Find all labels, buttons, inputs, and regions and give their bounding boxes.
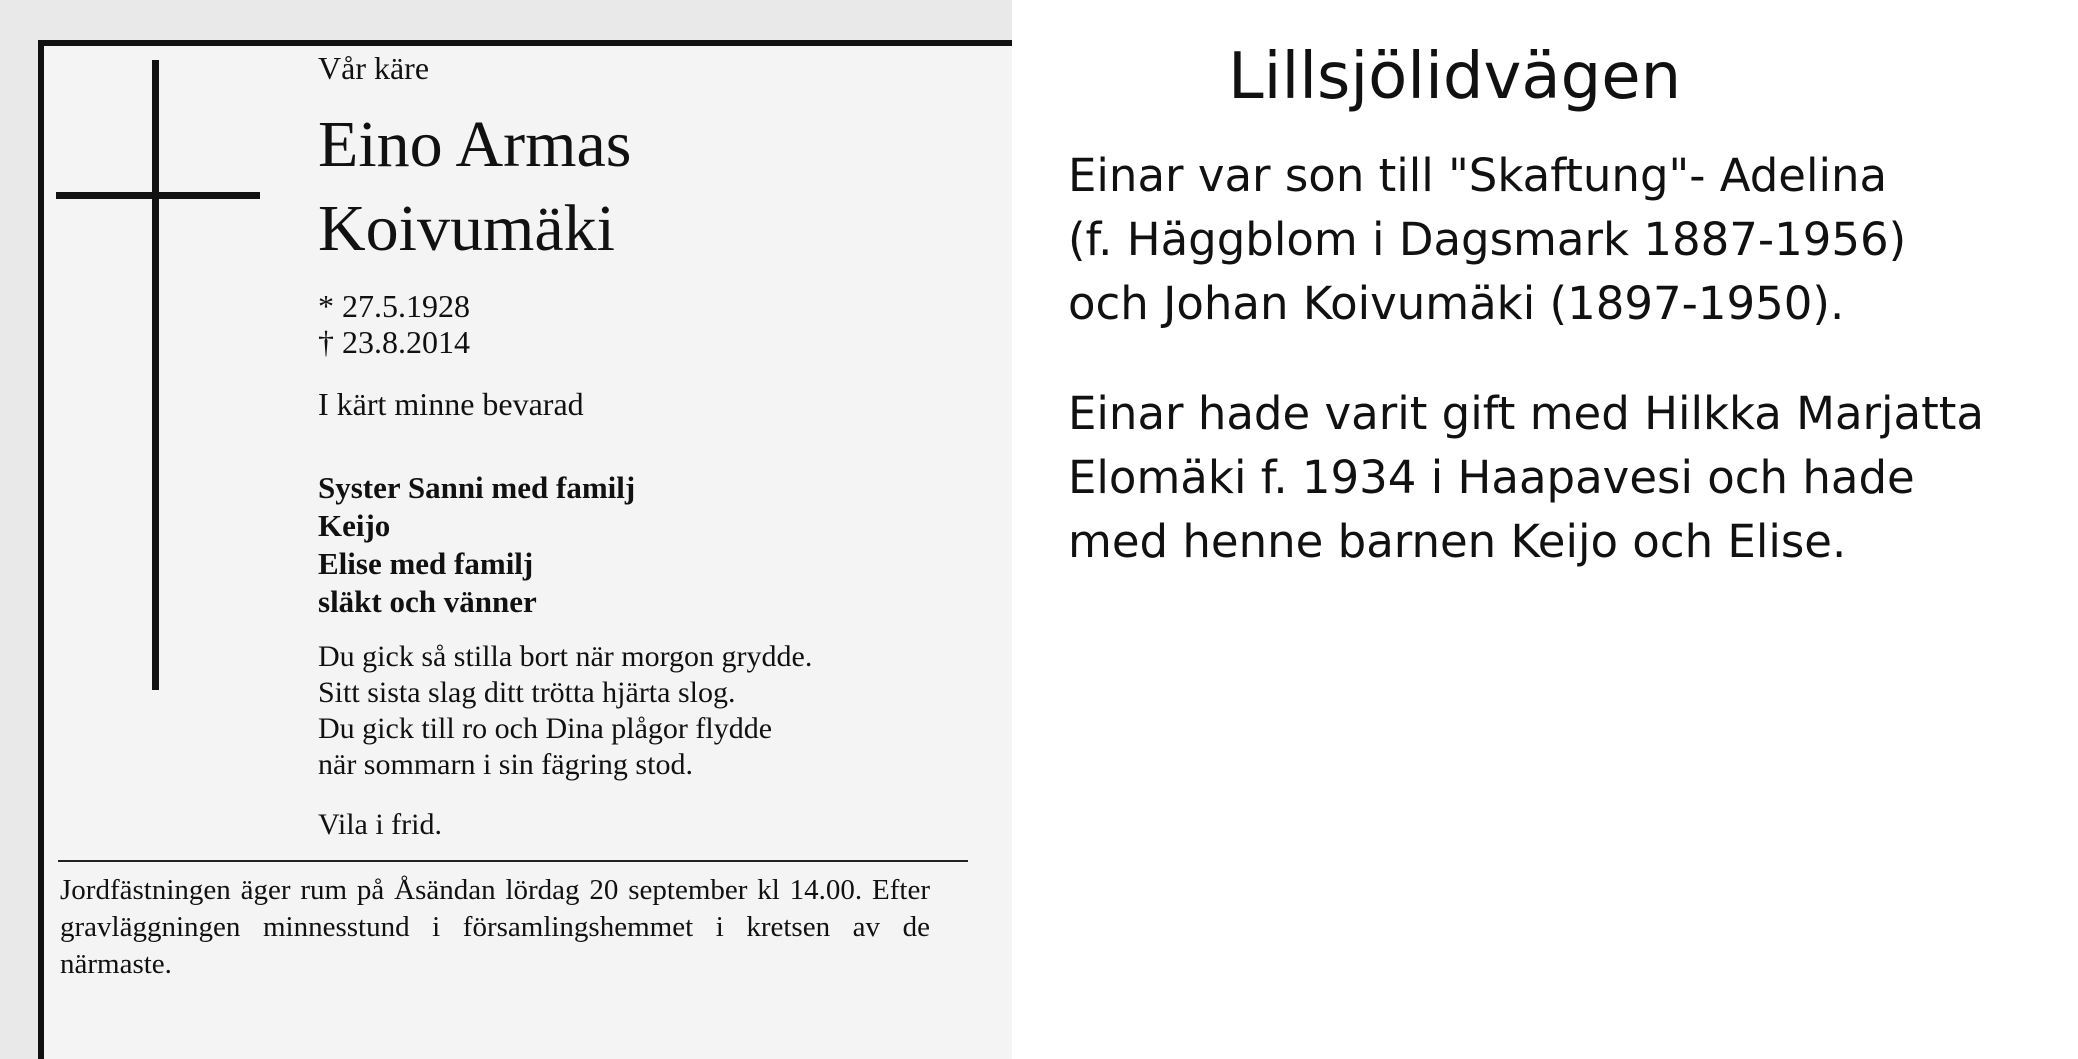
deceased-first-names: Eino Armas [318, 108, 632, 181]
note-paragraph-marriage [1068, 382, 1984, 574]
note-line: Einar var son till "Skaftung"- Adelina [1068, 149, 1888, 202]
birth-date: * 27.5.1928 [318, 288, 470, 324]
divider-line [58, 860, 968, 862]
note-line: Elomäki f. 1934 i Haapavesi och hade [1068, 451, 1915, 504]
cross-horizontal-bar [56, 192, 260, 199]
poem-line: Du gick så stilla bort när morgon grydde. [318, 640, 813, 673]
note-line: Einar hade varit gift med Hilkka Marjatta [1068, 387, 1984, 440]
note-line: och Johan Koivumäki (1897-1950). [1068, 277, 1845, 330]
street-heading: Lillsjölidvägen [1228, 40, 1682, 114]
intro-text: Vår käre [318, 50, 430, 86]
note-line: med henne barnen Keijo och Elise. [1068, 515, 1847, 568]
funeral-notice: Jordfästningen äger rum på Åsändan lördag 20 september kl 14.00. Efter gravläggningen minnesstund i församlingshemmet i kretsen av de närmaste. [60, 874, 930, 980]
note-paragraph-parents [1068, 144, 1906, 336]
death-date: † 23.8.2014 [318, 324, 470, 360]
poem-line: Du gick till ro och Dina plågor flydde [318, 712, 773, 745]
obituary-clipping [0, 0, 1012, 1059]
poem-line: när sommarn i sin fägring stod. [318, 748, 693, 781]
family-line: Elise med familj [318, 546, 534, 581]
family-line: släkt och vänner [318, 584, 537, 619]
closing-line: Vila i frid. [318, 808, 442, 841]
cross-vertical-bar [152, 60, 159, 690]
poem-line: Sitt sista slag ditt trötta hjärta slog. [318, 676, 736, 709]
note-line: (f. Häggblom i Dagsmark 1887-1956) [1068, 213, 1907, 266]
family-line: Keijo [318, 508, 391, 543]
family-line: Syster Sanni med familj [318, 470, 636, 505]
deceased-surname: Koivumäki [318, 192, 615, 265]
memory-line: I kärt minne bevarad [318, 386, 584, 422]
